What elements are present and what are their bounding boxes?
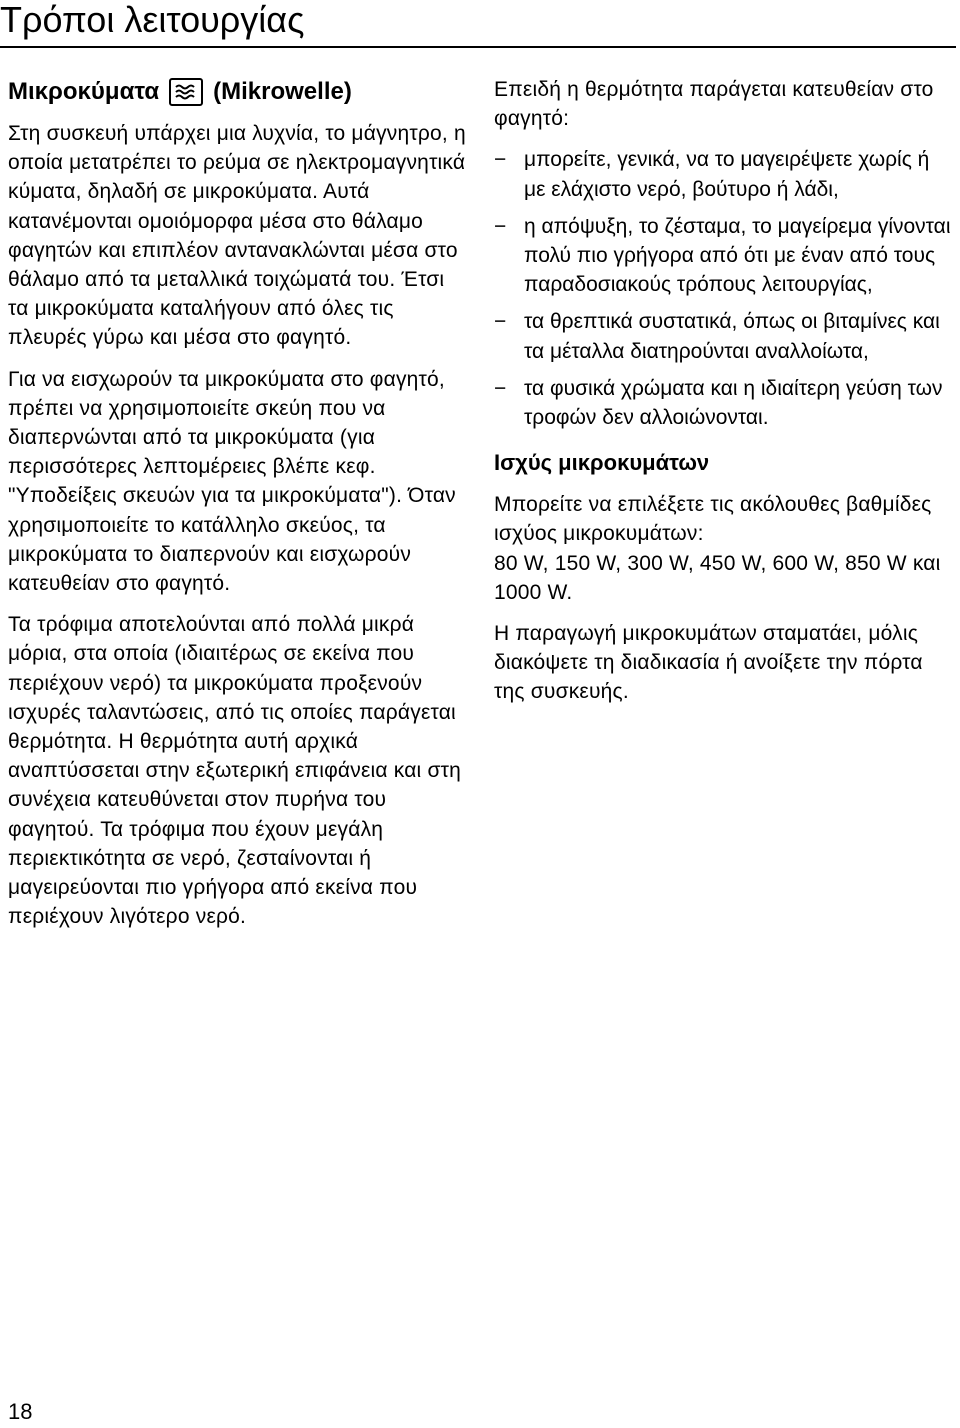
- microwave-waves-icon: [169, 78, 203, 106]
- paragraph-stop: Η παραγωγή μικροκυμάτων σταματάει, μόλις διακόψετε τη διαδικασία ή ανοίξετε την πόρτα της συσκευής.: [494, 622, 923, 704]
- benefits-list: [494, 145, 954, 432]
- power-intro: [494, 490, 954, 548]
- list-item-text: τα θρεπτικά συστατικά, όπως οι βιταμίνες και τα μέταλλα διατηρούνται αναλλοίωτα,: [524, 310, 940, 363]
- paragraph-magnetron: Στη συσκευή υπάρχει μια λυχνία, το μάγνητρο, η οποία μετατρέπει το ρεύμα σε ηλεκτρομαγνητικά κύματα, δηλαδή σε μικροκύματα. Αυτά κατανέμονται ομοιόμορφα μέσα στο θάλαμο φαγητών και επιπλέον αντανακλώνται μέσα στο θάλαμο από τα μεταλλικά τοιχώματά του. Έτσι τα μικροκύματα καταλήγουν από όλες τις πλευρές γύρω και μέσα στο φαγητό.: [8, 122, 466, 350]
- left-column: [8, 75, 470, 943]
- power-levels: 80 W, 150 W, 300 W, 450 W, 600 W, 850 W και 1000 W.: [494, 551, 941, 604]
- dash-bullet: −: [494, 310, 507, 334]
- list-item-text: τα φυσικά χρώματα και η ιδιαίτερη γεύση των τροφών δεν αλλοιώνονται.: [524, 376, 943, 430]
- dash-bullet: −: [494, 214, 507, 238]
- power-intro-text: Μπορείτε να επιλέξετε τις ακόλουθες βαθμίδες ισχύος μικροκυμάτων:: [494, 493, 932, 546]
- list-item: [494, 307, 954, 365]
- list-item: [494, 212, 954, 300]
- paragraph-cookware: Για να εισχωρούν τα μικροκύματα στο φαγητό, πρέπει να χρησιμοποιείτε σκεύη που να διαπερνώνται από τα μικροκύματα (για περισσότερες λεπτομέρειες βλέπε κεφ. "Υποδείξεις σκευών για τα μικροκύματα"). Όταν χρησιμοποιείτε το κατάλληλο σκεύος, τα μικροκύματα το διαπερνούν και εισχωρούν κατευθείαν στο φαγητό.: [8, 367, 456, 596]
- dash-bullet: −: [494, 376, 507, 400]
- section-heading-power: Ισχύς μικροκυμάτων: [494, 450, 710, 476]
- section-heading-subtitle: (Mikrowelle): [213, 78, 352, 105]
- benefits-intro: Επειδή η θερμότητα παράγεται κατευθείαν στο φαγητό:: [494, 78, 934, 131]
- right-column: [494, 75, 954, 719]
- page-header: [0, 0, 956, 48]
- section-heading-microwave: [8, 75, 470, 109]
- page-title: Τρόποι λειτουργίας: [0, 0, 305, 40]
- paragraph-molecules: Τα τρόφιμα αποτελούνται από πολλά μικρά μόρια, στα οποία (ιδιαιτέρως σε εκείνα που περιέχουν νερό) τα μικροκύματα προξενούν ισχυρές ταλαντώσεις, από τις οποίες παράγεται θερμότητα. Η θερμότητα αυτή αρχικά αναπτύσσεται στην εξωτερική επιφάνεια και στη συνέχεια κατευθύνεται στον πυρήνα του φαγητού. Τα τρόφιμα που έχουν μεγάλη περιεκτικότητα σε νερό, ζεσταίνονται ή μαγειρεύονται πιο γρήγορα από εκείνα που περιέχουν λιγότερο νερό.: [8, 613, 461, 929]
- list-item: [494, 145, 954, 203]
- dash-bullet: −: [494, 148, 507, 172]
- list-item: [494, 374, 954, 432]
- list-item-text: μπορείτε, γενικά, να το μαγειρέψετε χωρίς ή με ελάχιστο νερό, βούτυρο ή λάδι,: [524, 148, 930, 201]
- page-number: 18: [8, 1399, 33, 1424]
- list-item-text: η απόψυξη, το ζέσταμα, το μαγείρεμα γίνονται πολύ πιο γρήγορα από ότι με έναν από τους παραδοσιακούς τρόπους λειτουργίας,: [524, 214, 951, 297]
- section-heading-text: Μικροκύματα: [8, 78, 160, 105]
